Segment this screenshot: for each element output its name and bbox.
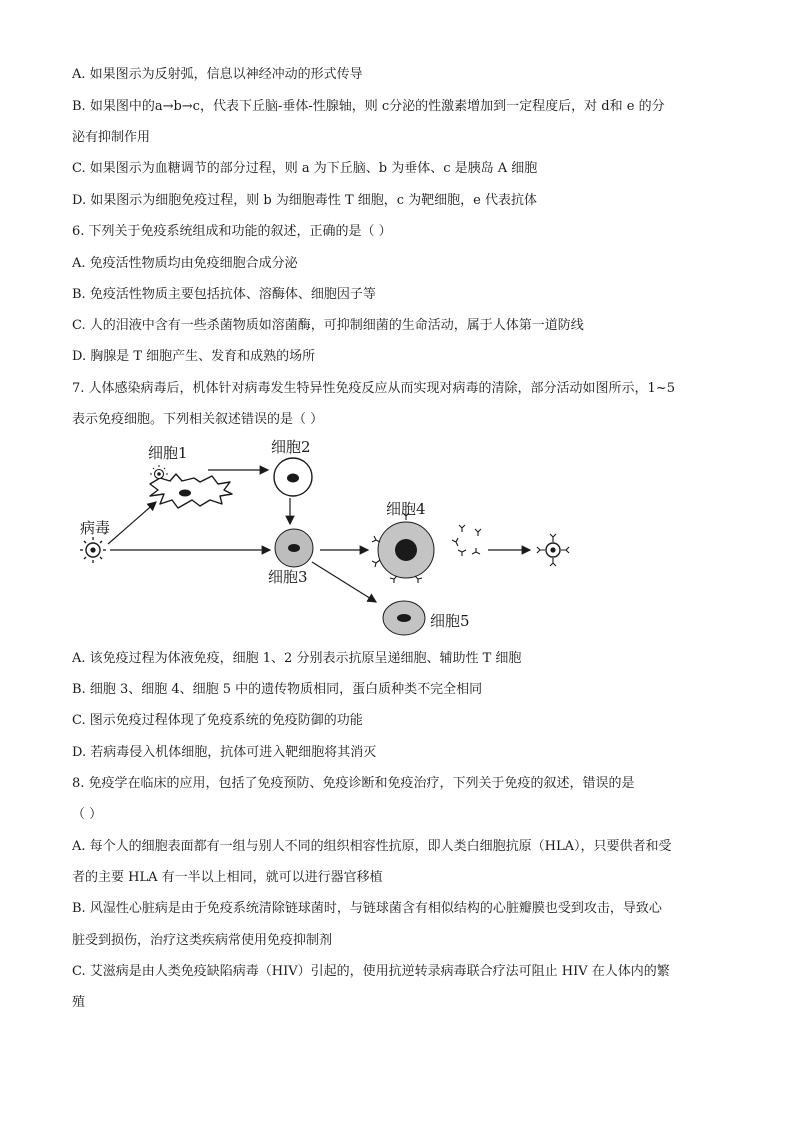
cell-2-label: 细胞2 bbox=[271, 438, 311, 456]
cell-3-label: 细胞3 bbox=[268, 568, 308, 586]
q6-option-a: A. 免疫活性物质均由免疫细胞合成分泌 bbox=[72, 256, 298, 271]
q8-option-c-line2: 殖 bbox=[72, 995, 86, 1010]
q6-option-d: D. 胸腺是 T 细胞产生、发育和成熟的场所 bbox=[72, 349, 316, 364]
cell-2-helper-t bbox=[274, 458, 312, 496]
cell-1-antigen-presenting bbox=[150, 474, 232, 508]
q5-option-b-line2: 泌有抑制作用 bbox=[72, 130, 151, 145]
q6-stem: 6. 下列关于免疫系统组成和功能的叙述，正确的是（ ） bbox=[72, 224, 392, 239]
cell-5-label: 细胞5 bbox=[430, 612, 470, 630]
q5-option-a: A. 如果图示为反射弧，信息以神经冲动的形式传导 bbox=[72, 67, 363, 82]
q7-option-c: C. 图示免疫过程体现了免疫系统的免疫防御的功能 bbox=[72, 713, 363, 728]
q8-option-b-line1: B. 风湿性心脏病是由于免疫系统清除链球菌时，与链球菌含有相似结构的心脏瓣膜也受到攻击，导致心 bbox=[72, 901, 662, 916]
q6-option-c: C. 人的泪液中含有一些杀菌物质如溶菌酶，可抑制细菌的生命活动，属于人体第一道防线 bbox=[72, 318, 584, 333]
q7-option-d: D. 若病毒侵入机体细胞，抗体可进入靶细胞将其消灭 bbox=[72, 745, 377, 760]
cell-5-memory-cell bbox=[383, 601, 425, 635]
virus-small-icon bbox=[150, 465, 168, 479]
q8-option-b-line2: 脏受到损伤，治疗这类疾病常使用免疫抑制剂 bbox=[72, 933, 333, 948]
q8-stem-line2: （ ） bbox=[72, 807, 103, 822]
q7-option-a: A. 该免疫过程为体液免疫，细胞 1、2 分别表示抗原呈递细胞、辅助性 T 细胞 bbox=[72, 651, 522, 666]
q8-stem-line1: 8. 免疫学在临床的应用，包括了免疫预防、免疫诊断和免疫治疗，下列关于免疫的叙述，错误的是 bbox=[72, 776, 635, 791]
cell-4-label: 细胞4 bbox=[386, 500, 426, 518]
q8-option-a-line2: 者的主要 HLA 有一半以上相同，就可以进行器官移植 bbox=[72, 870, 383, 885]
arrow-cell3-to-cell5 bbox=[312, 562, 376, 602]
q8-option-a-line1: A. 每个人的细胞表面都有一组与别人不同的组织相容性抗原，即人类白细胞抗原（HLA），只要供者和受 bbox=[72, 839, 672, 854]
q6-option-b: B. 免疫活性物质主要包括抗体、溶酶体、细胞因子等 bbox=[72, 287, 376, 302]
q5-option-c: C. 如果图示为血糖调节的部分过程，则 a 为下丘脑、b 为垂体、c 是胰岛 A 细胞 bbox=[72, 161, 538, 176]
q7-stem-line1: 7. 人体感染病毒后，机体针对病毒发生特异性免疫反应从而实现对病毒的清除，部分活动如图所示，1~5 bbox=[72, 381, 675, 396]
free-antibodies-icon bbox=[452, 525, 481, 556]
cell-4-plasma-cell bbox=[378, 522, 434, 578]
q5-option-b-line1: B. 如果图中的a→b→c，代表下丘脑-垂体-性腺轴，则 c分泌的性激素增加到一定程度后，对 d和 e 的分 bbox=[72, 99, 665, 114]
cell-3-b-cell bbox=[275, 529, 313, 567]
q8-option-c-line1: C. 艾滋病是由人类免疫缺陷病毒（HIV）引起的，使用抗逆转录病毒联合疗法可阻止 HIV 在人体内的繁 bbox=[72, 964, 670, 979]
virus-icon bbox=[80, 537, 106, 563]
immune-response-diagram bbox=[72, 436, 592, 636]
q5-option-d: D. 如果图示为细胞免疫过程，则 b 为细胞毒性 T 细胞，c 为靶细胞，e 代表抗体 bbox=[72, 193, 537, 208]
virus-label: 病毒 bbox=[80, 519, 111, 537]
neutralized-virus-icon bbox=[537, 534, 569, 566]
q7-option-b: B. 细胞 3、细胞 4、细胞 5 中的遗传物质相同，蛋白质种类不完全相同 bbox=[72, 682, 483, 697]
cell-1-label: 细胞1 bbox=[148, 444, 188, 462]
q7-stem-line2: 表示免疫细胞。下列相关叙述错误的是（ ） bbox=[72, 412, 324, 427]
arrow-virus-to-cell1 bbox=[108, 502, 156, 544]
